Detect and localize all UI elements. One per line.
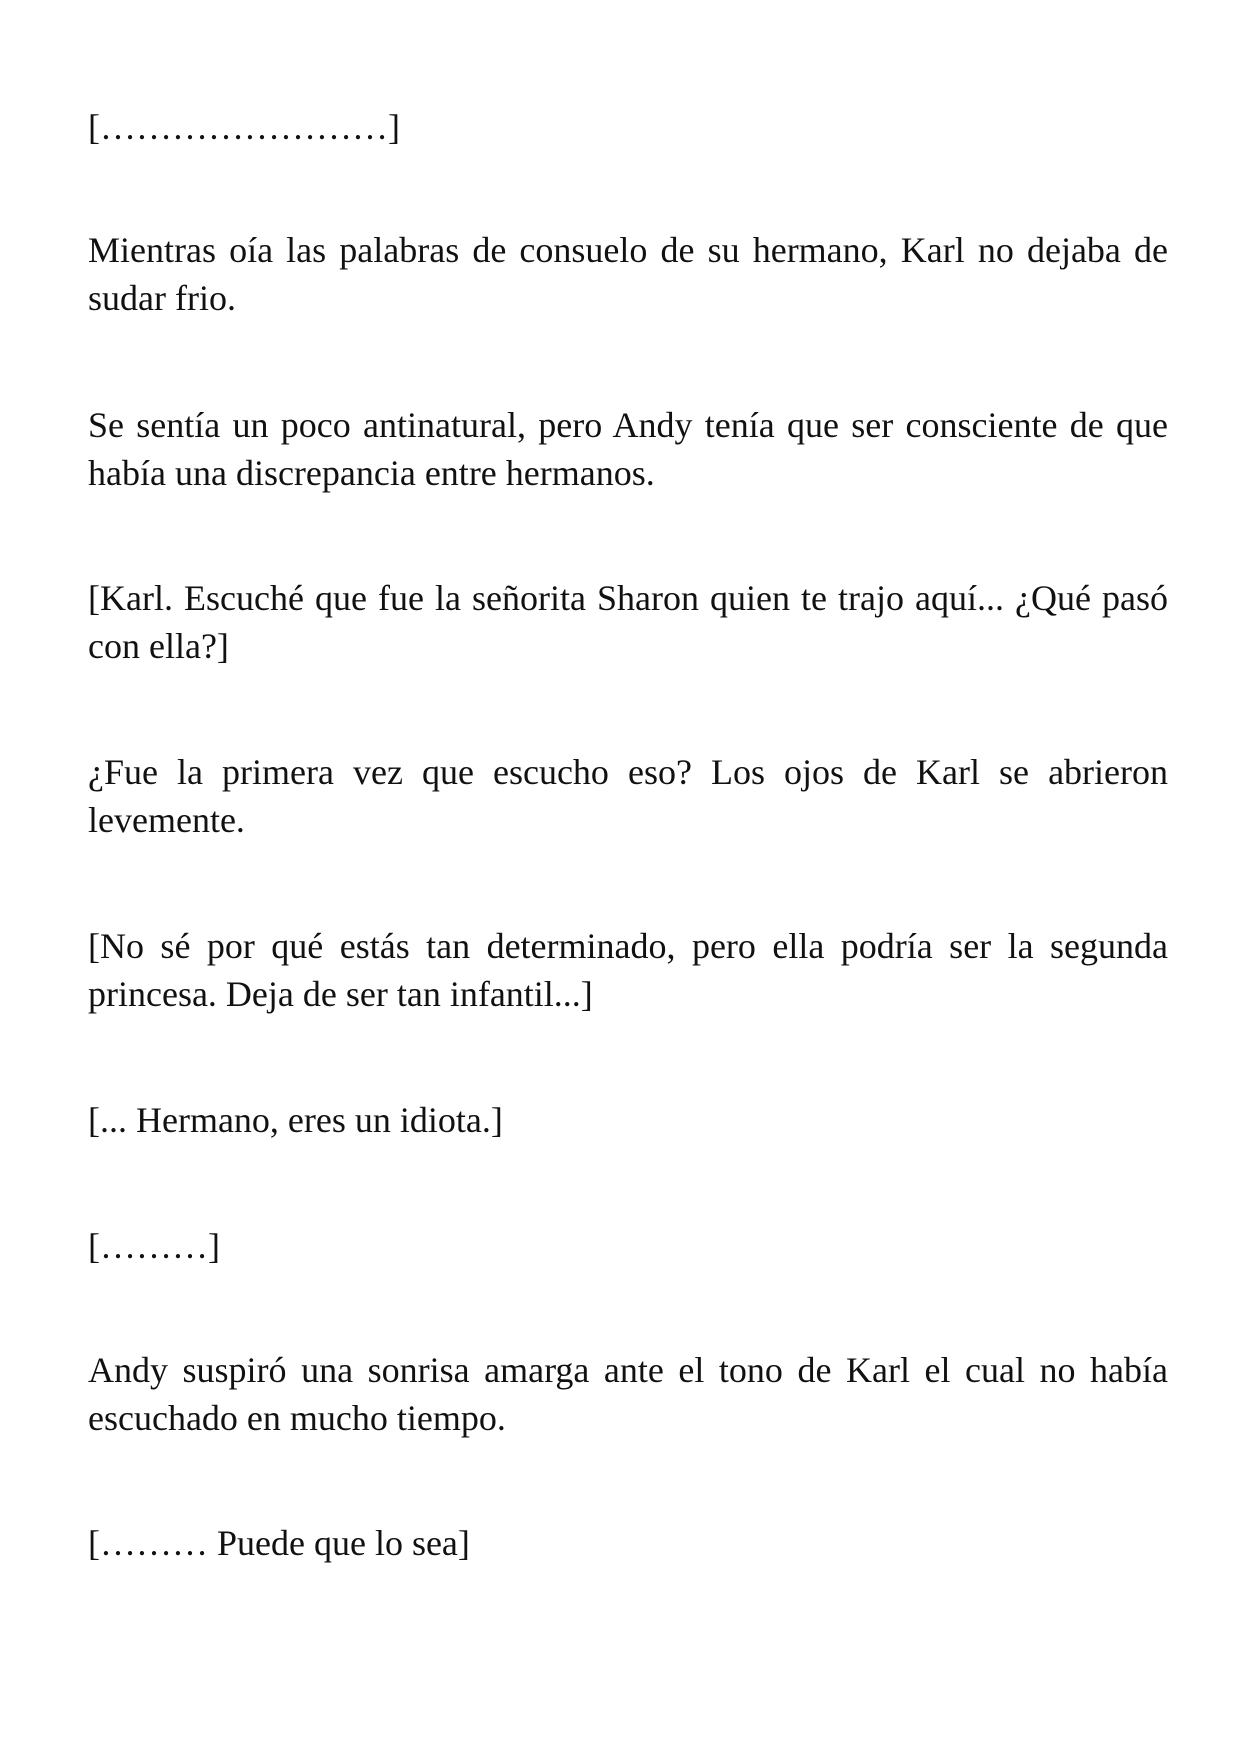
paragraph-7: [... Hermano, eres un idiota.] — [88, 1100, 503, 1140]
paragraph-1: [……………………] — [88, 107, 400, 147]
paragraph-3: Se sentía un poco antinatural, pero Andy tenía que ser consciente de que había una discrepancia entre hermanos. — [88, 405, 1168, 493]
paragraph-10: [……… Puede que lo sea] — [88, 1523, 470, 1563]
paragraph-6: [No sé por qué estás tan determinado, pero ella podría ser la segunda princesa. Deja de ser tan infantil...] — [88, 926, 1168, 1014]
paragraph-4: [Karl. Escuché que fue la señorita Sharon quien te trajo aquí... ¿Qué pasó con ella?] — [88, 578, 1168, 666]
paragraph-2: Mientras oía las palabras de consuelo de su hermano, Karl no dejaba de sudar frio. — [88, 230, 1168, 318]
paragraph-8: [………] — [88, 1226, 220, 1266]
paragraph-9: Andy suspiró una sonrisa amarga ante el tono de Karl el cual no había escuchado en mucho tiempo. — [88, 1350, 1168, 1438]
paragraph-5: ¿Fue la primera vez que escucho eso? Los ojos de Karl se abrieron levemente. — [88, 752, 1168, 840]
